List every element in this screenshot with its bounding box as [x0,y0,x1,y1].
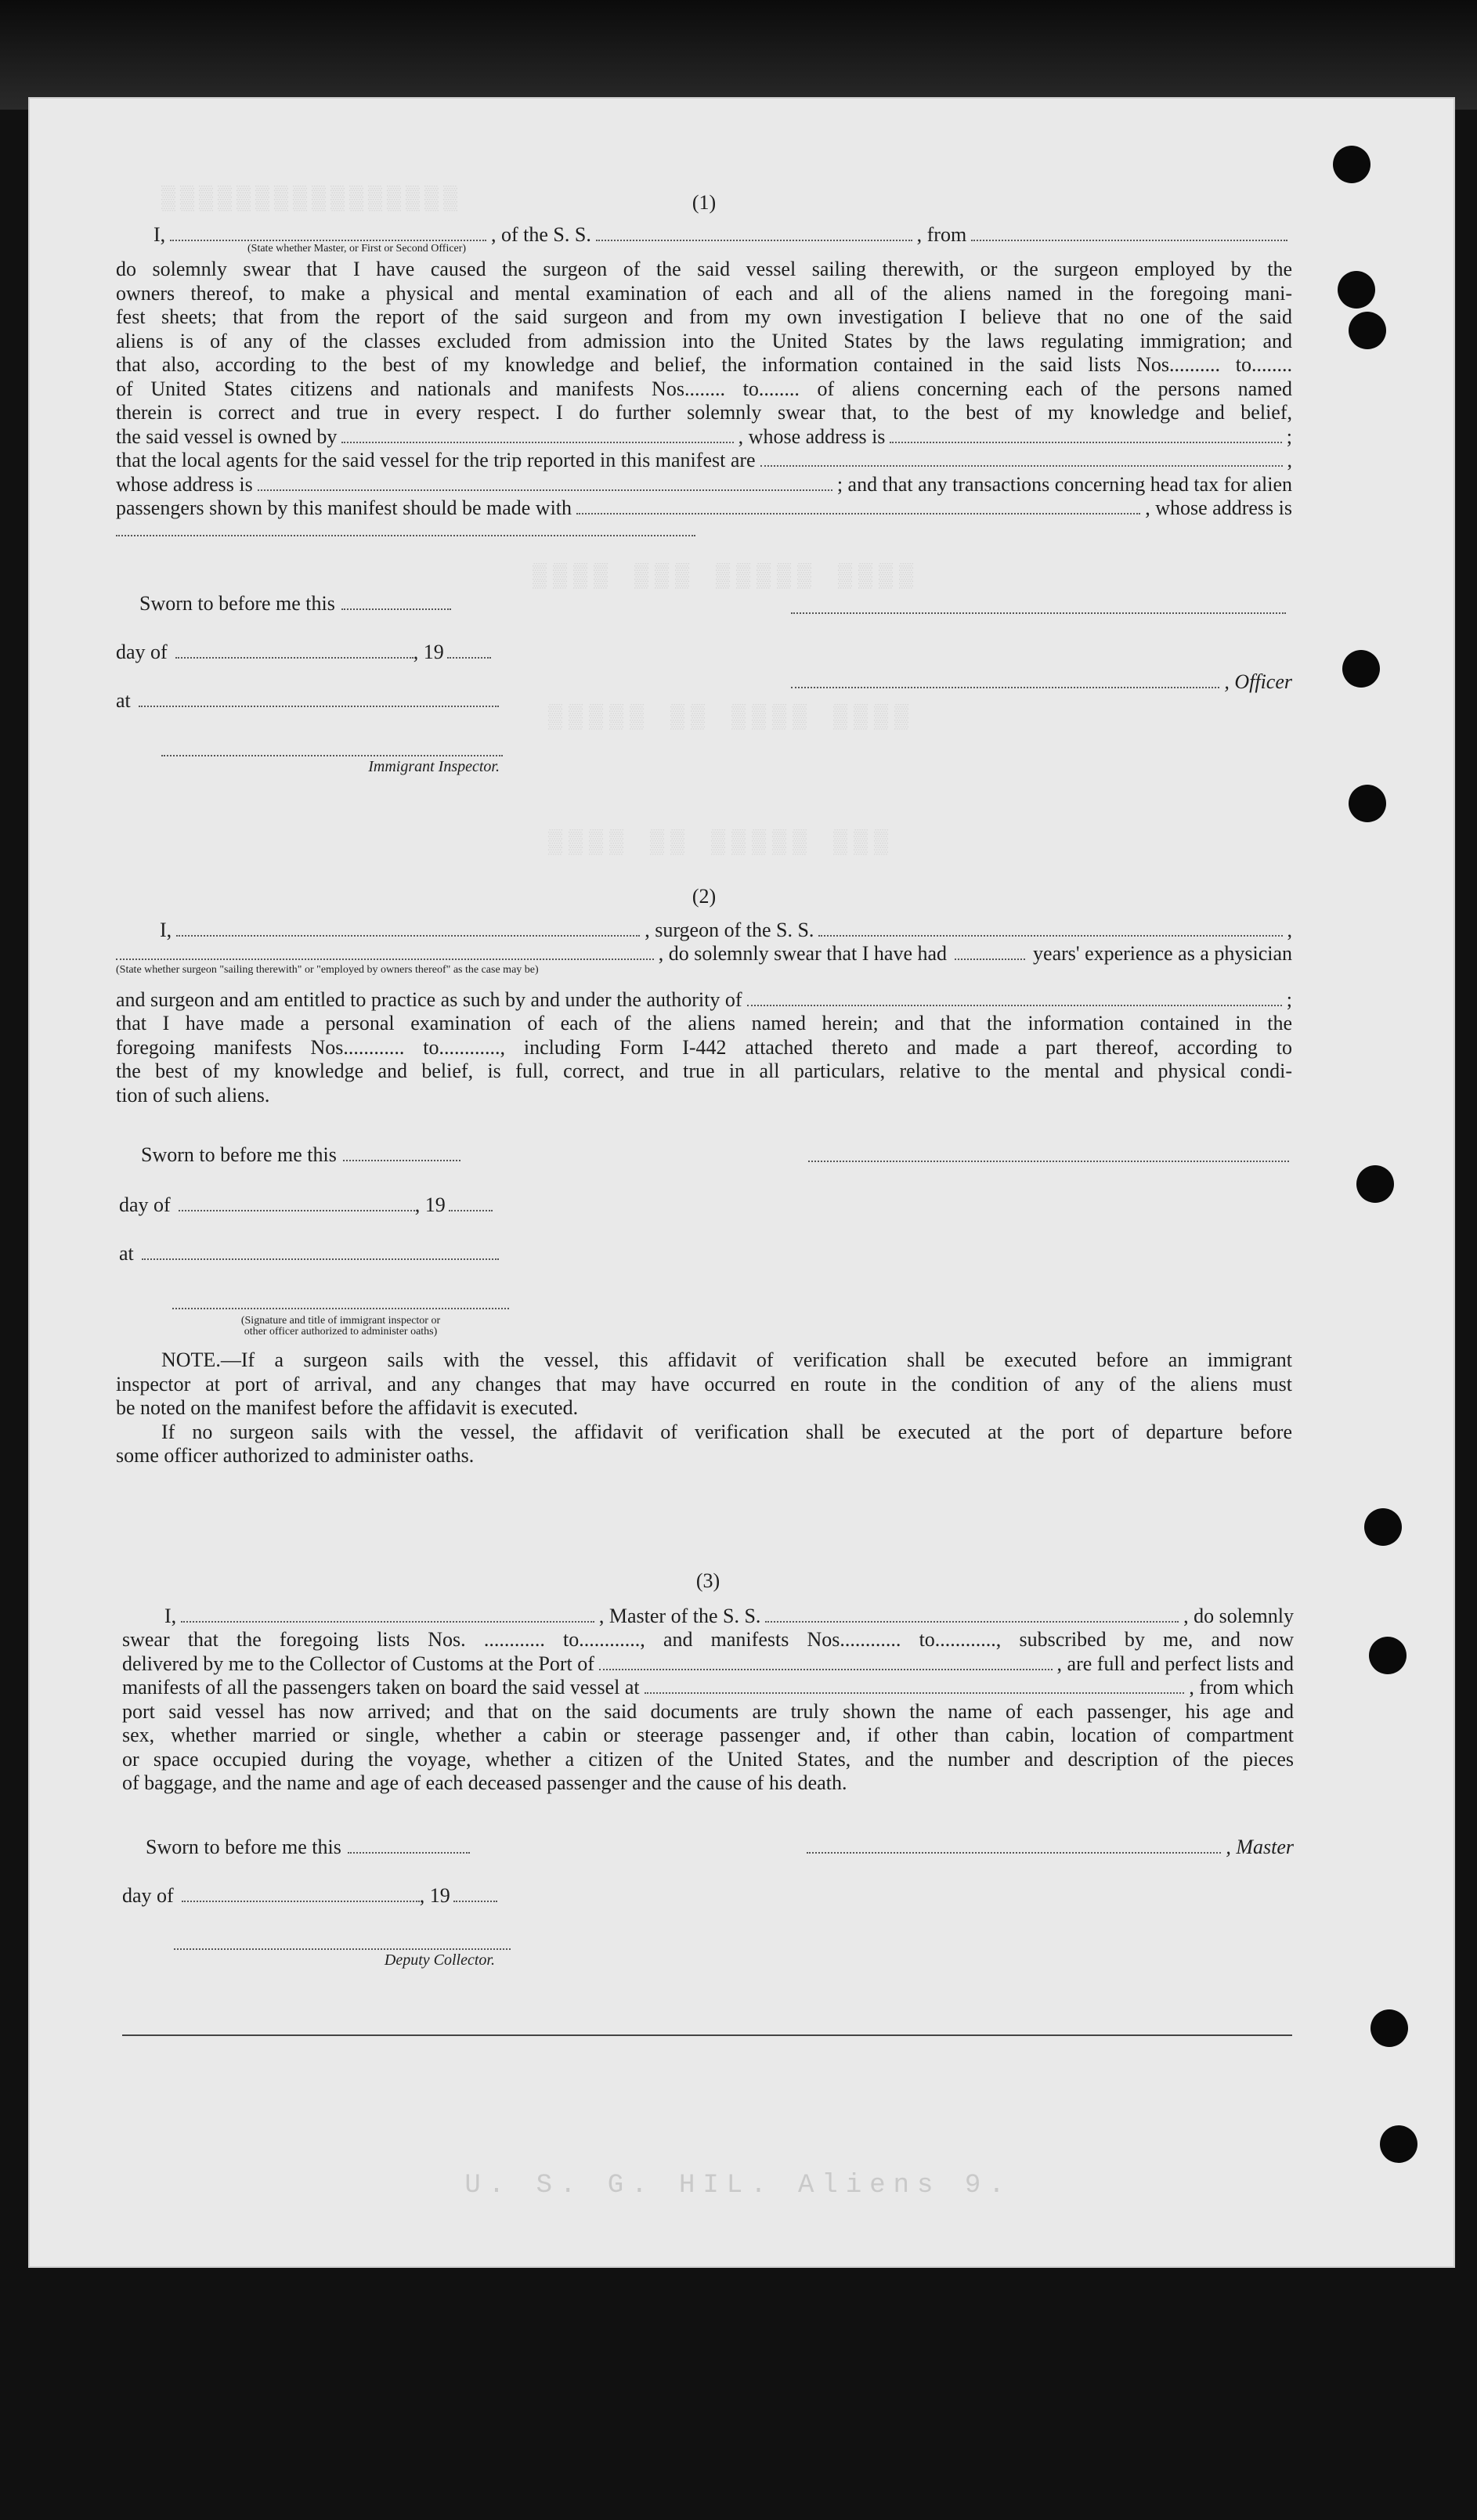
label-day-of: day of [119,1193,171,1216]
surgeon-signature [808,1161,1289,1162]
port-field[interactable] [599,1655,1053,1670]
label-deputy-collector: Deputy Collector. [384,1951,495,1969]
label-i: I, [160,918,172,941]
label-day-of: day of [122,1884,174,1907]
label-taken-on-board: manifests of all the passengers taken on board the said vessel at [122,1676,640,1699]
master-signature [807,1836,1294,1859]
section-number: (1) [692,191,717,214]
body-line: swear that the foregoing lists Nos. ............ to............, and manifests Nos............ to............, subscribed by me, and now [122,1628,1294,1651]
section-number: (2) [692,885,717,908]
signature-line[interactable] [808,1161,1289,1162]
surgeon-caption: (State whether surgeon "sailing therewith" or "employed by owners thereof" as the case may be) [116,963,539,976]
authority-line [116,988,1292,1013]
label-i: I, [164,1604,177,1627]
sworn-date-field[interactable] [348,1838,470,1854]
punch-hole [1338,271,1375,309]
owner-field[interactable] [341,428,733,443]
body-line: sex, whether married or single, whether a cabin or steerage passenger and, if other than cabin, location of compartment [122,1724,1294,1746]
label-day-of: day of [116,641,168,663]
punch-hole [1342,650,1380,688]
officer-signature [791,601,1286,614]
agents-line [116,449,1292,473]
signature-line[interactable] [174,1948,511,1950]
punch-hole [1370,2009,1408,2047]
officer-signature-field[interactable] [791,673,1219,688]
year-field[interactable] [453,1886,497,1902]
punctuation: , [1287,449,1292,471]
master-signature-field[interactable] [807,1838,1221,1854]
punch-hole [1349,785,1386,822]
body-line: foregoing manifests Nos............ to............, including Form I-442 attached thereto and made a part thereof, according to [116,1035,1292,1059]
label-authority: and surgeon and am entitled to practice as such by and under the authority of [116,987,742,1011]
note-line: be noted on the manifest before the affidavit is executed. [116,1396,579,1419]
label-officer: , Officer [1224,670,1292,693]
label-swear: , do solemnly swear that I have had [658,942,948,965]
vessel-name-field[interactable] [818,921,1282,937]
day-field[interactable] [182,1886,420,1902]
punch-hole [1380,2125,1417,2163]
authority-field[interactable] [747,991,1282,1006]
label-at: at [116,689,131,712]
body-line: the best of my knowledge and belief, is full, correct, and true in all particulars, relative to the mental and physical condi- [116,1060,1292,1082]
head-tax-address-line [116,521,1292,536]
label-at: at [119,1242,134,1265]
label-surgeon-of-ss: , surgeon of the S. S. [645,918,814,941]
note-line: NOTE.—If a surgeon sails with the vessel, this affidavit of verification shall be executed before an immigrant [161,1348,1292,1371]
master-line [122,1605,1294,1629]
punch-hole [1364,1508,1402,1546]
from-port-field[interactable] [971,226,1287,241]
note-line: some officer authorized to administer oaths. [116,1444,475,1467]
agents-address-line [116,473,1292,497]
label-full-and-perfect: , are full and perfect lists and [1056,1652,1294,1675]
label-do-solemnly: , do solemnly [1183,1604,1294,1627]
day-line [122,1884,1298,1933]
surgeon-name-field[interactable] [176,921,640,937]
body-line: that I have made a personal examination of each of the aliens named herein; and that the information contained in the [116,1012,1292,1034]
vessel-name-field[interactable] [596,226,912,241]
label-passengers-shown: passengers shown by this manifest should be made with [116,496,572,519]
label-master: , Master [1226,1836,1294,1858]
body-line: of baggage, and the name and age of each deceased passenger and the cause of his death. [122,1771,847,1794]
body-line: that also, according to the best of my knowledge and belief, the information contained in the said lists Nos.......... to........ [116,353,1292,376]
embarkation-port-field[interactable] [645,1678,1185,1694]
sworn-date-field[interactable] [343,1146,460,1161]
year-field[interactable] [449,1196,493,1211]
sworn-line [116,592,1292,641]
label-delivered: delivered by me to the Collector of Customs at the Port of [122,1652,594,1675]
label-from: , from [916,222,967,246]
signature-caption: other officer authorized to administer oaths) [244,1326,438,1338]
body-line: owners thereof, to make a physical and mental examination of each and all of the aliens named in the foregoing mani- [116,281,1292,305]
bleed-through-texture: ▒▒▒▒▒ ▒▒ ▒▒▒▒ ▒▒▒▒ [548,705,915,731]
day-line [116,1193,1292,1242]
sworn-line [116,1143,1292,1193]
deputy-collector-signature [174,1948,511,1969]
experience-line [116,942,1292,966]
officer-name-field[interactable] [170,226,486,241]
master-name-field[interactable] [181,1607,594,1623]
bleed-through-texture: ▒▒▒▒ ▒▒▒ ▒▒▒▒▒ ▒▒▒▒ [533,564,920,590]
label-years-experience: years' experience as a physician [1033,942,1292,965]
signature-line[interactable] [172,1308,509,1309]
label-whose-address: , whose address is [738,424,886,448]
label-year: , 19 [413,641,444,663]
label-of-ss: , of the S. S. [490,222,591,246]
note-line: If no surgeon sails with the vessel, the affidavit of verification shall be executed at the port of departure before [161,1420,1292,1443]
signature-line[interactable] [161,755,503,756]
bleed-through-texture: ▒▒▒▒▒▒▒▒▒▒▒▒▒▒▒▒ [157,186,458,213]
officer-caption: (State whether Master, or First or Second Officer) [247,243,467,255]
label-head-tax: ; and that any transactions concerning head tax for alien [836,472,1292,496]
punctuation: ; [1286,424,1292,448]
head-tax-party-field[interactable] [576,499,1140,514]
body-line: aliens is of any of the classes excluded from admission into the United States by the laws regulating immigration; and [116,329,1292,352]
label-immigrant-inspector: Immigrant Inspector. [368,758,500,775]
owner-address-field[interactable] [890,428,1281,443]
section-2-signature-block [116,1143,1292,1291]
section-1-master-affidavit [116,191,1292,536]
immigrant-inspector-signature [161,755,503,776]
body-line: therein is correct and true in every respect. I do further solemnly swear that, to the best of my knowledge and belief, [116,401,1292,424]
punch-hole [1369,1637,1407,1674]
owner-line [116,425,1292,449]
body-line: or space occupied during the voyage, whether a citizen of the United States, and the number and description of the pieces [122,1747,1294,1771]
surgeon-line [116,919,1292,943]
label-whose-address: whose address is [116,472,253,496]
agents-address-field[interactable] [258,475,832,491]
punctuation: ; [1286,987,1292,1011]
local-agents-field[interactable] [760,451,1283,467]
body-line: tion of such aliens. [116,1083,270,1107]
label-year: , 19 [414,1193,446,1216]
place-field[interactable] [142,1244,499,1260]
label-whose-address: , whose address is [1145,496,1292,519]
section-number: (3) [695,1569,720,1592]
sworn-date-field[interactable] [341,594,451,610]
administering-officer-signature [172,1308,509,1338]
punctuation: , [1287,918,1292,941]
signature-line[interactable] [791,612,1286,614]
manifests-line [122,1676,1294,1700]
day-field[interactable] [175,643,413,659]
head-tax-address-field[interactable] [116,521,695,536]
bleed-through-texture: ▒▒▒▒ ▒▒ ▒▒▒▒▒ ▒▒▒ [548,830,895,857]
body-line: fest sheets; that from the report of the said surgeon and from my own investigation I believe that no one of the said [116,305,1292,328]
section-2-surgeon-affidavit [116,885,1292,1107]
closing-rule [122,2034,1292,2036]
note-line: inspector at port of arrival, and any changes that may have occurred en route in the condition of any of the aliens must [116,1372,1292,1395]
label-owned-by: the said vessel is owned by [116,424,338,448]
label-sworn: Sworn to before me this [146,1836,341,1858]
label-master-of-ss: , Master of the S. S. [598,1604,761,1627]
punch-hole [1333,146,1370,183]
delivered-line [122,1652,1294,1677]
label-sworn: Sworn to before me this [139,592,335,615]
punch-hole [1349,312,1386,349]
label-sworn: Sworn to before me this [141,1143,337,1166]
section-2-note [116,1348,1292,1468]
label-from-which: , from which [1189,1676,1294,1699]
signature-caption: (Signature and title of immigrant inspector or [240,1315,441,1327]
year-field[interactable] [447,643,491,659]
officer-title-line [791,670,1292,694]
scan-background [0,0,1477,110]
body-line: do solemnly swear that I have caused the surgeon of the said vessel sailing therewith, or the surgeon employed by the [116,258,1292,280]
printer-imprint: U. S. G. HIL. Aliens 9. [464,2171,1013,2200]
vessel-name-field[interactable] [765,1607,1179,1623]
place-field[interactable] [139,691,499,707]
body-line: of United States citizens and nationals and manifests Nos........ to........ of aliens concerning each of the persons named [116,377,1292,400]
years-field[interactable] [955,944,1025,960]
day-field[interactable] [179,1196,415,1211]
label-year: , 19 [419,1884,450,1907]
label-i: I, [153,222,166,246]
surgeon-status-field[interactable] [116,944,654,960]
body-line: port said vessel has now arrived; and that on the said documents are truly shown the name of each passenger, his age and [122,1699,1294,1723]
head-tax-line [116,496,1292,521]
at-line [116,1242,1292,1291]
label-local-agents: that the local agents for the said vessel for the trip reported in this manifest are [116,449,756,471]
at-line [116,689,1292,738]
section-3-master-declaration [122,1569,1294,1796]
punch-hole [1356,1165,1394,1203]
